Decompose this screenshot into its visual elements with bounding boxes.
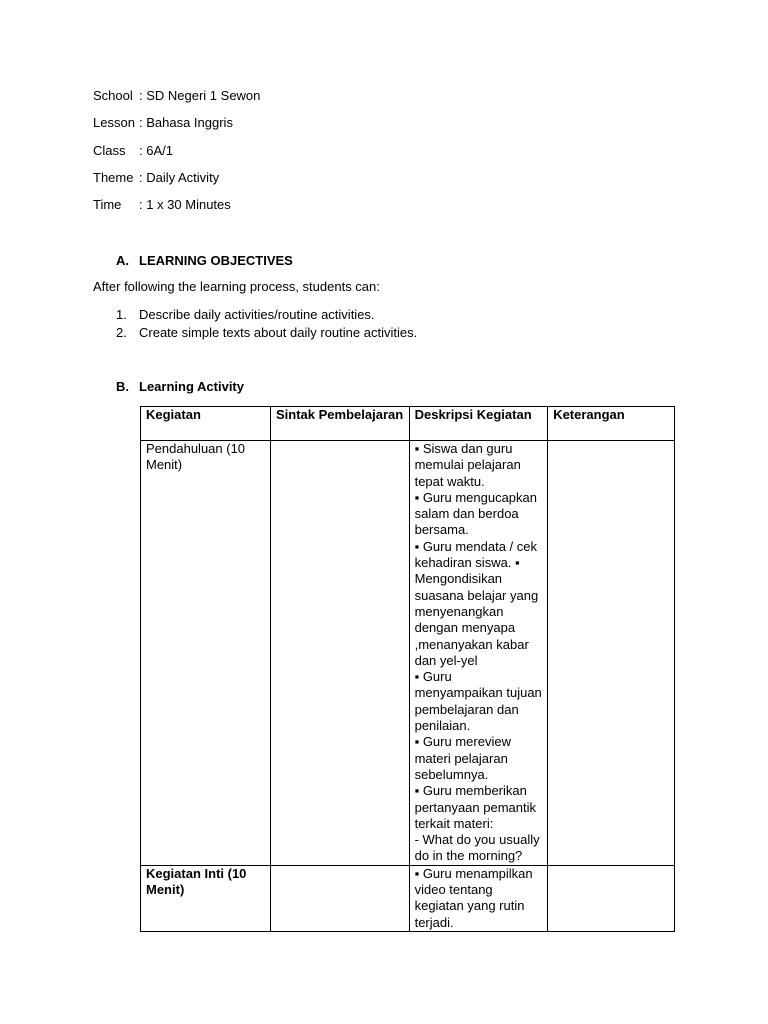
objectives-list xyxy=(116,306,417,342)
column-header: Kegiatan xyxy=(141,407,271,441)
info-value: : SD Negeri 1 Sewon xyxy=(139,88,261,103)
info-label: Time xyxy=(93,197,122,213)
description-item: ▪ Guru mendata / cek kehadiran siswa. ▪ Mengondisikan suasana belajar yang menyenangkan dengan menyapa ,menanyakan kabar dan yel-yel xyxy=(414,538,539,668)
list-item xyxy=(116,306,417,324)
cell-keterangan xyxy=(548,865,675,931)
lesson-info xyxy=(93,87,260,223)
table-header-row xyxy=(141,407,675,441)
cell-sintak xyxy=(271,441,410,866)
section-title: Learning Activity xyxy=(139,379,244,394)
info-label: Class xyxy=(93,142,126,158)
info-value: : 6A/1 xyxy=(139,142,173,158)
description-item: ▪ Guru menampilkan video tentang kegiatan yang rutin terjadi. xyxy=(414,865,533,930)
info-row-school xyxy=(93,87,260,114)
info-value: : 1 x 30 Minutes xyxy=(139,197,231,213)
section-b-heading xyxy=(116,378,244,395)
table-row xyxy=(141,865,675,931)
column-header: Deskripsi Kegiatan xyxy=(409,407,548,441)
cell-keterangan xyxy=(548,441,675,866)
info-row-lesson xyxy=(93,114,260,141)
list-item xyxy=(116,324,417,342)
column-header: Keterangan xyxy=(548,407,675,441)
section-title: LEARNING OBJECTIVES xyxy=(139,253,293,268)
list-number: 1. xyxy=(116,307,127,322)
info-row-time xyxy=(93,196,260,223)
cell-deskripsi xyxy=(409,865,548,931)
objectives-intro: After following the learning process, students can: xyxy=(93,279,380,294)
description-item: ▪ Guru mereview materi pelajaran sebelumnya. xyxy=(414,734,511,782)
description-item: ▪ Guru memberikan pertanyaan pemantik terkait materi: xyxy=(414,783,537,831)
info-value: : Daily Activity xyxy=(139,169,220,185)
section-a-heading xyxy=(116,252,293,269)
cell-kegiatan: Pendahuluan (10 Menit) xyxy=(141,441,271,866)
info-label: Theme xyxy=(93,169,134,185)
section-letter: A. xyxy=(116,253,129,268)
cell-deskripsi xyxy=(409,441,548,866)
list-text: Describe daily activities/routine activities. xyxy=(139,307,375,322)
cell-kegiatan: Kegiatan Inti (10 Menit) xyxy=(141,865,271,931)
info-row-theme xyxy=(93,169,260,196)
cell-sintak xyxy=(271,865,410,931)
list-text: Create simple texts about daily routine activities. xyxy=(139,325,418,340)
description-item: ▪ Guru mengucapkan salam dan berdoa bersama. xyxy=(414,489,537,538)
description-item: ▪ Siswa dan guru memulai pelajaran tepat waktu. xyxy=(414,441,521,489)
learning-activity-table xyxy=(140,406,675,932)
info-label: Lesson xyxy=(93,115,135,131)
column-header: Sintak Pembelajaran xyxy=(271,407,410,441)
info-row-class xyxy=(93,142,260,169)
list-number: 2. xyxy=(116,325,127,340)
info-label: School xyxy=(93,88,133,103)
description-item: - What do you usually do in the morning? xyxy=(414,832,540,864)
table-row xyxy=(141,441,675,866)
info-value: : Bahasa Inggris xyxy=(139,115,233,131)
description-item: ▪ Guru menyampaikan tujuan pembelajaran dan penilaian. xyxy=(414,669,542,734)
section-letter: B. xyxy=(116,379,129,394)
